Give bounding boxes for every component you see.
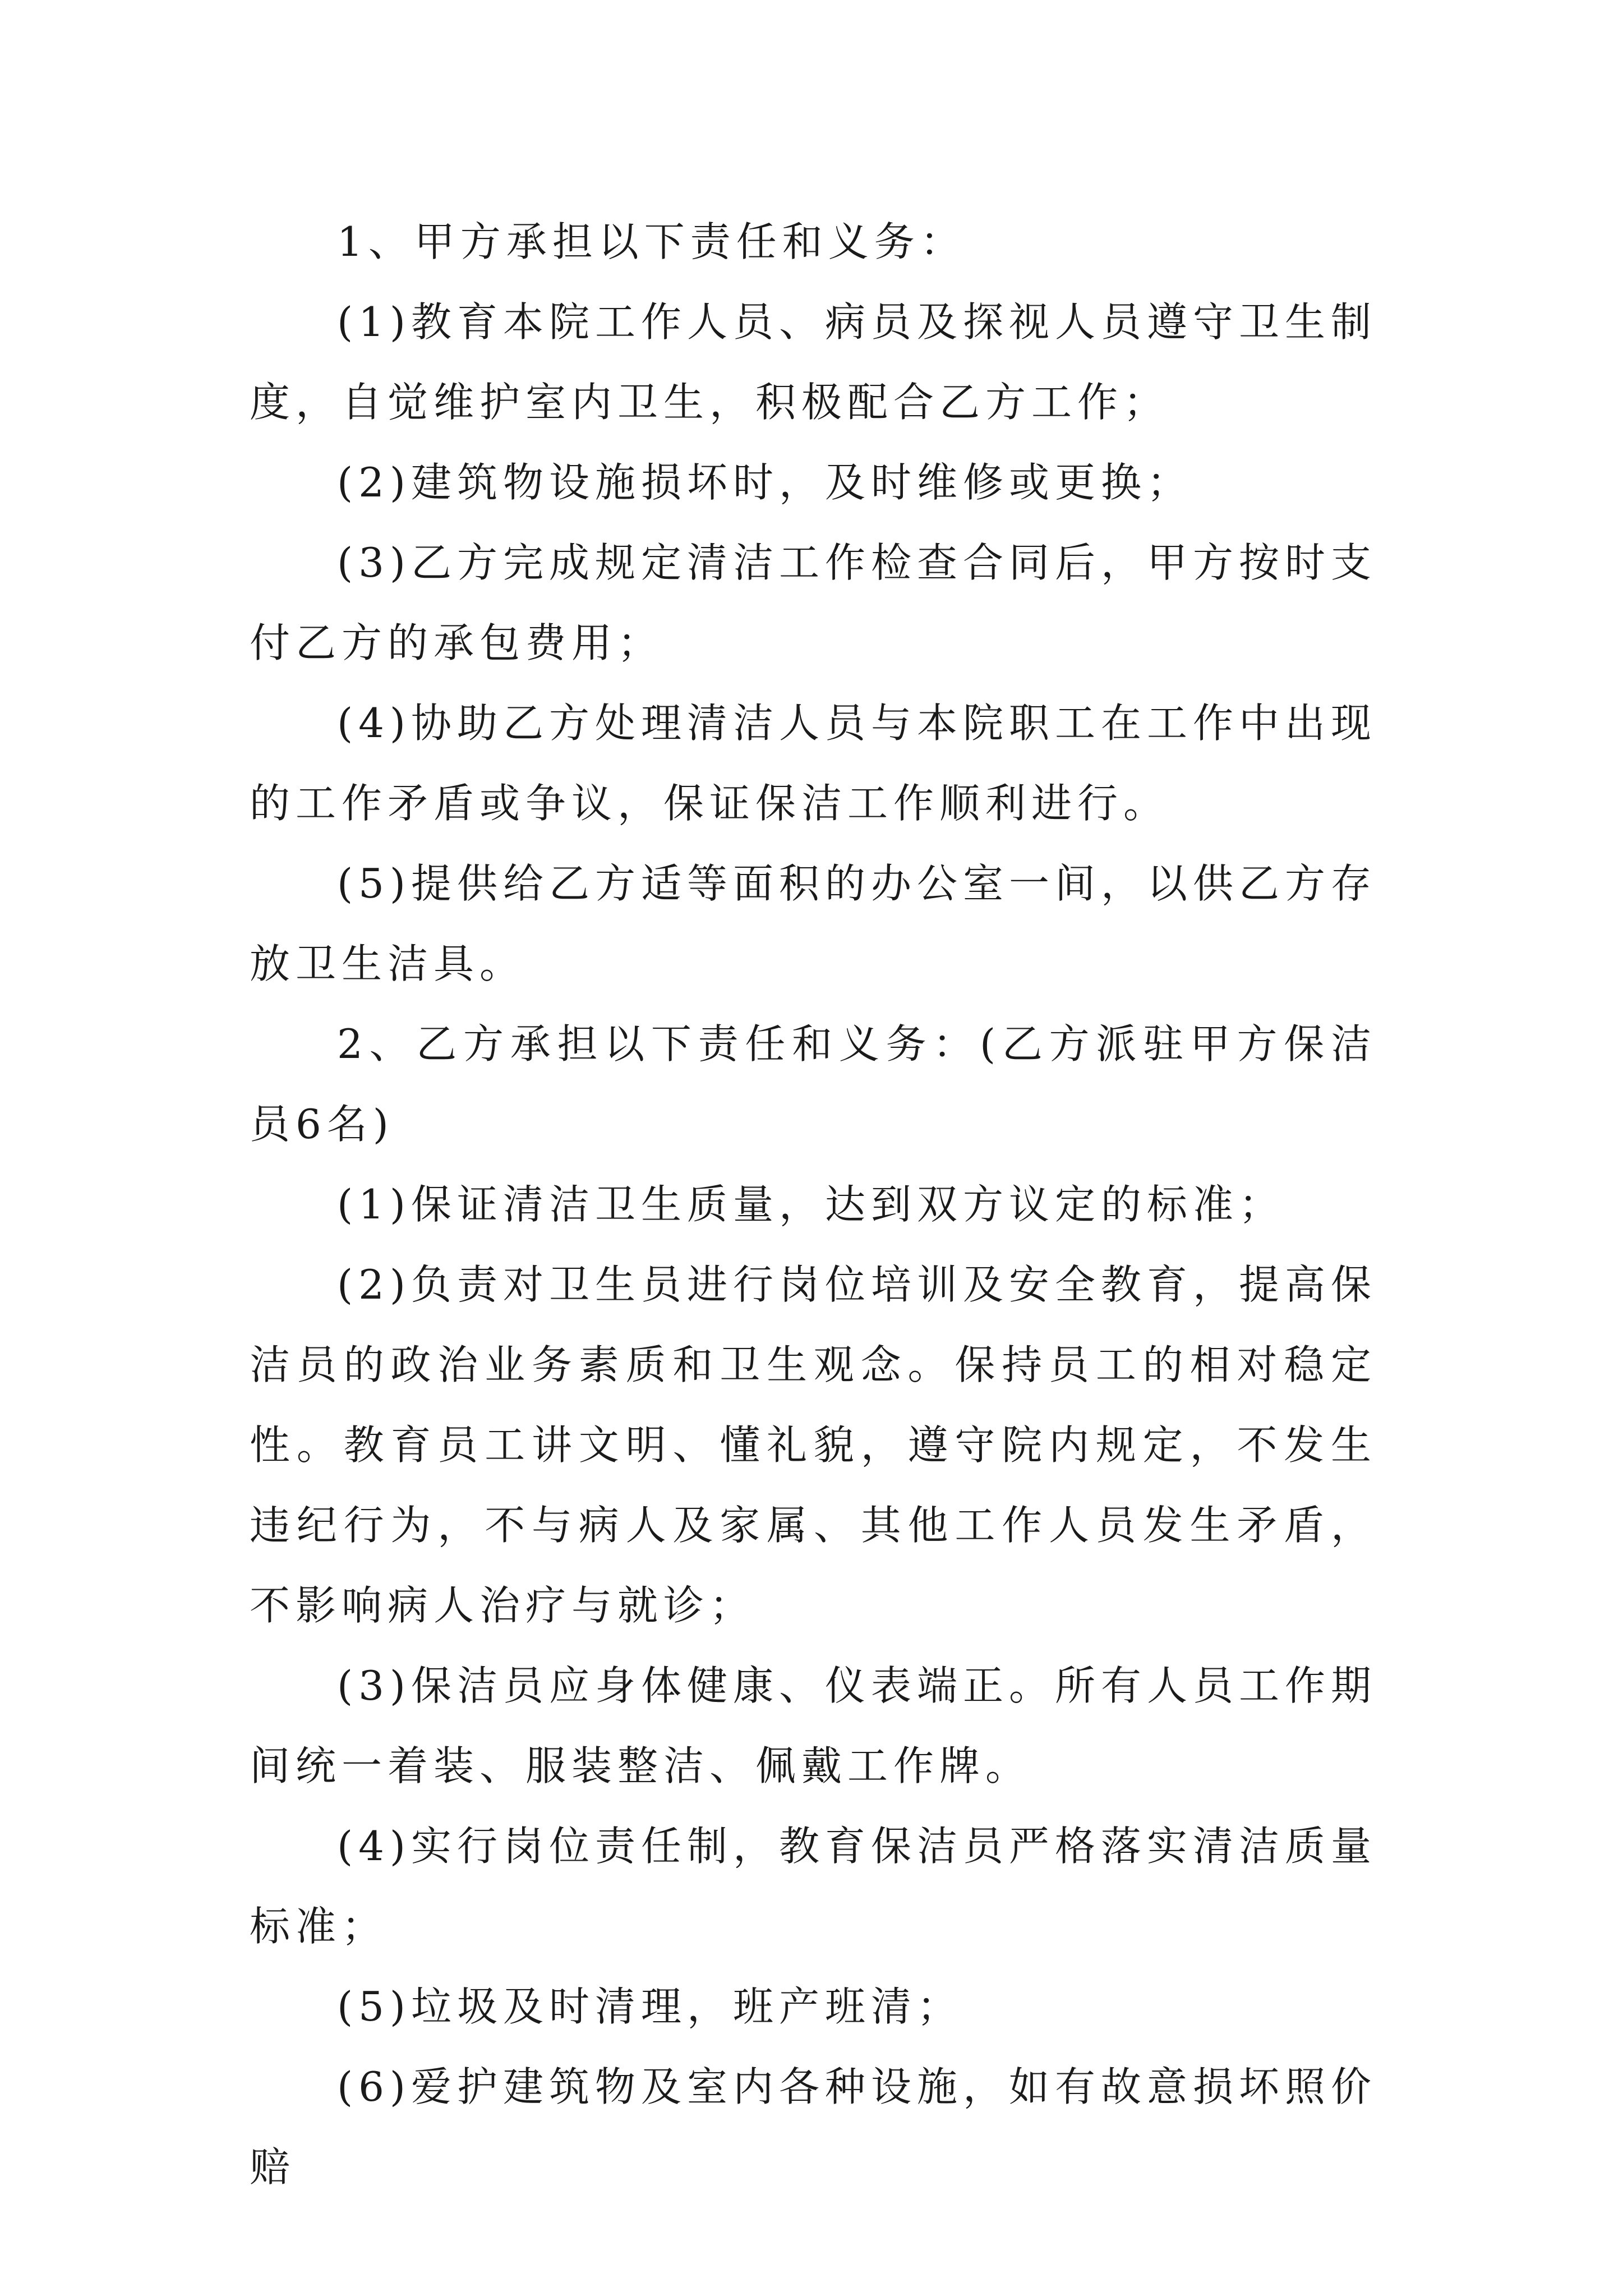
section-1-item-4: (4)协助乙方处理清洁人员与本院职工在工作中出现的工作矛盾或争议，保证保洁工作顺利进行。: [250, 700, 1377, 827]
section-1-heading: 1、甲方承担以下责任和义务：: [337, 218, 966, 265]
section-1-item-3: (3)乙方完成规定清洁工作检查合同后，甲方按时支付乙方的承包费用；: [250, 539, 1377, 666]
section-2-item-4: (4)实行岗位责任制，教育保洁员严格落实清洁质量标准；: [250, 1823, 1377, 1950]
section-2-item-3: (3)保洁员应身体健康、仪表端正。所有人员工作期间统一着装、服装整洁、佩戴工作牌。: [250, 1662, 1377, 1789]
section-2-heading: 2、乙方承担以下责任和义务：(乙方派驻甲方保洁员6名): [250, 1020, 1377, 1148]
section-2-item-6: (6)爱护建筑物及室内各种设施，如有故意损坏照价赔: [250, 2063, 1377, 2191]
section-2-item-1: (1)保证清洁卫生质量，达到双方议定的标准；: [337, 1181, 1285, 1228]
section-2-item-2: (2)负责对卫生员进行岗位培训及安全教育，提高保洁员的政治业务素质和卫生观念。保持员工的相对稳定性。教育员工讲文明、懂礼貌，遵守院内规定，不发生违纪行为，不与病人及家属、其他工作人员发生矛盾，不影响病人治疗与就诊；: [250, 1261, 1377, 1629]
section-1-item-1: (1)教育本院工作人员、病员及探视人员遵守卫生制度，自觉维护室内卫生，积极配合乙方工作；: [250, 298, 1377, 426]
section-1-item-5: (5)提供给乙方适等面积的办公室一间，以供乙方存放卫生洁具。: [250, 860, 1377, 987]
section-1-item-2: (2)建筑物设施损坏时，及时维修或更换；: [337, 459, 1193, 506]
section-2-item-5: (5)垃圾及时清理，班产班清；: [337, 1983, 963, 2030]
document-body: [250, 202, 1377, 2207]
